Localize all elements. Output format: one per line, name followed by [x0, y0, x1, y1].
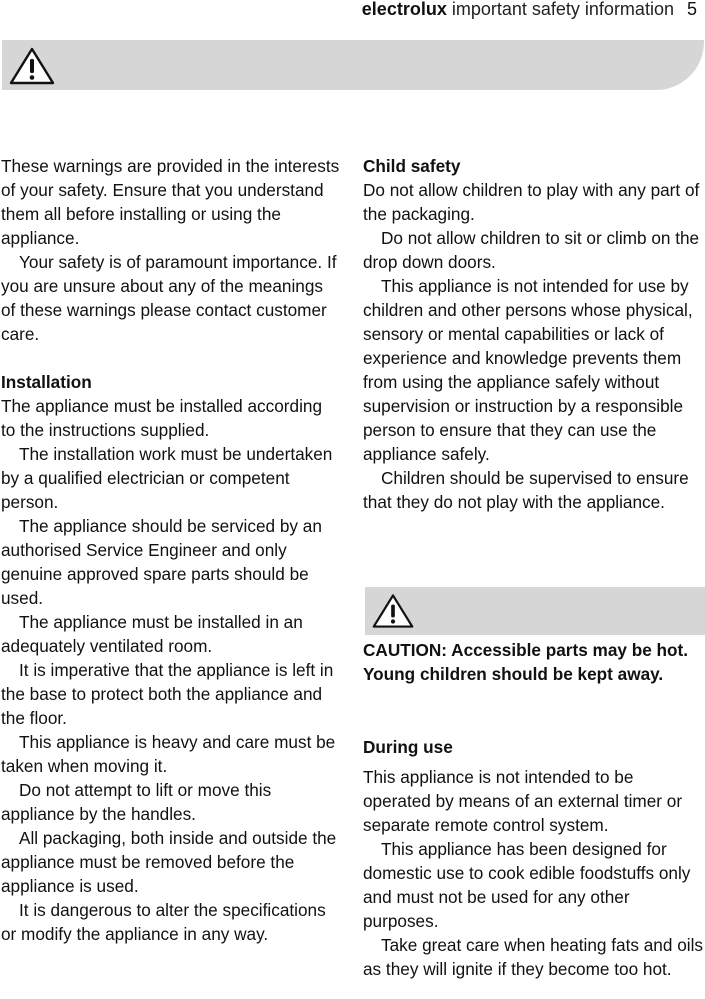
child-safety-paragraph: This appliance is not intended for use by children and other persons whose physical, sensory or mental capabilities or lack of experience and knowledge prevents them from using the appliance safely without supervision or instruction by a responsible person to ensure that they can use the appliance safely.	[363, 276, 693, 464]
during-use-heading: During use	[363, 737, 453, 757]
brand-name: electrolux	[361, 0, 447, 19]
installation-paragraph: The appliance must be installed according to the instructions supplied.	[1, 396, 323, 440]
child-safety-paragraph: Do not allow children to play with any part of the packaging.	[363, 180, 700, 224]
warning-triangle-icon	[371, 592, 415, 630]
installation-heading: Installation	[1, 372, 92, 392]
during-use-section	[363, 735, 705, 981]
during-use-paragraph: Take great care when heating fats and oils as they will ignite if they become too hot.	[363, 935, 703, 979]
installation-paragraph: All packaging, both inside and outside the appliance must be removed before the appliance is used.	[1, 828, 337, 896]
child-safety-paragraph: Do not allow children to sit or climb on the drop down doors.	[363, 228, 700, 272]
installation-paragraph: Do not attempt to lift or move this appliance by the handles.	[1, 780, 272, 824]
intro-paragraph: Your safety is of paramount importance. If you are unsure about any of the meanings of these warnings please contact customer care.	[1, 252, 337, 344]
left-column	[1, 154, 341, 946]
page-header	[362, 0, 697, 22]
page-number: 5	[686, 0, 697, 19]
caution-text: CAUTION: Accessible parts may be hot. Young children should be kept away.	[363, 640, 689, 684]
child-safety-heading: Child safety	[363, 156, 461, 176]
installation-paragraph: The appliance should be serviced by an authorised Service Engineer and only genuine approved spare parts should be used.	[1, 516, 322, 608]
installation-paragraph: It is dangerous to alter the specifications or modify the appliance in any way.	[1, 900, 326, 944]
installation-paragraph: The appliance must be installed in an adequately ventilated room.	[1, 612, 303, 656]
intro-paragraph: These warnings are provided in the interests of your safety. Ensure that you understand them all before installing or using the appliance.	[1, 156, 340, 248]
child-safety-paragraph: Children should be supervised to ensure that they do not play with the appliance.	[363, 468, 689, 512]
during-use-paragraph: This appliance is not intended to be operated by means of an external timer or separate remote control system.	[363, 767, 683, 835]
caution-banner	[365, 587, 705, 635]
section-title: important safety information	[451, 0, 674, 19]
installation-paragraph: The installation work must be undertaken by a qualified electrician or competent person.	[1, 444, 333, 512]
right-column	[363, 154, 705, 514]
installation-paragraph: It is imperative that the appliance is left in the base to protect both the appliance and the floor.	[1, 660, 334, 728]
during-use-paragraph: This appliance has been designed for domestic use to cook edible foodstuffs only and must not be used for any other purposes.	[363, 839, 691, 931]
warning-triangle-icon	[8, 46, 56, 86]
warning-banner	[2, 40, 704, 90]
installation-paragraph: This appliance is heavy and care must be taken when moving it.	[1, 732, 336, 776]
